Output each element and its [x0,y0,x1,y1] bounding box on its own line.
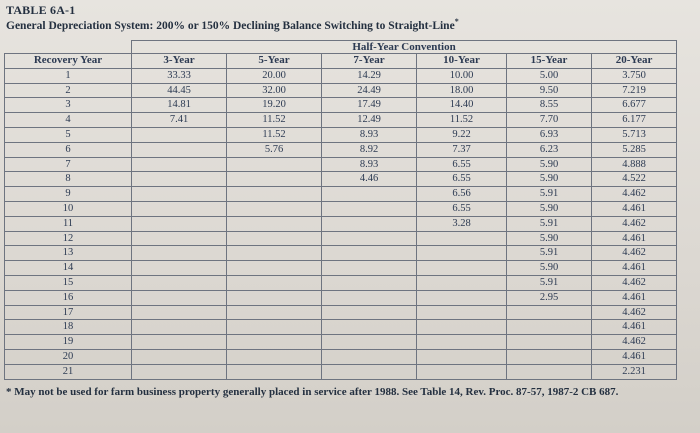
rate-cell-7-year [322,305,417,320]
rate-cell-15-year: 2.95 [507,290,592,305]
rate-cell-7-year: 8.93 [322,127,417,142]
rate-cell-7-year: 8.93 [322,157,417,172]
column-header-3-year: 3-Year [132,54,227,69]
column-header-7-year: 7-Year [322,54,417,69]
rate-cell-20-year: 4.522 [592,172,677,187]
recovery-year-cell: 14 [5,261,132,276]
rate-cell-3-year [132,275,227,290]
rate-cell-7-year [322,231,417,246]
rate-cell-3-year [132,231,227,246]
recovery-year-cell: 16 [5,290,132,305]
column-header-20-year: 20-Year [592,54,677,69]
rate-cell-10-year: 7.37 [417,142,507,157]
rate-cell-7-year: 4.46 [322,172,417,187]
recovery-year-cell: 18 [5,320,132,335]
rate-cell-5-year [227,157,322,172]
rate-cell-5-year: 19.20 [227,98,322,113]
recovery-year-cell: 9 [5,187,132,202]
rate-cell-10-year: 9.22 [417,127,507,142]
column-header-5-year: 5-Year [227,54,322,69]
rate-cell-5-year [227,187,322,202]
rate-cell-10-year: 18.00 [417,83,507,98]
recovery-year-cell: 13 [5,246,132,261]
table-row [5,320,677,335]
rate-cell-5-year [227,231,322,246]
rate-cell-15-year: 5.90 [507,201,592,216]
rate-cell-5-year: 20.00 [227,68,322,83]
rate-cell-5-year [227,335,322,350]
rate-cell-3-year [132,216,227,231]
rate-cell-10-year [417,261,507,276]
table-row [5,290,677,305]
recovery-year-cell: 11 [5,216,132,231]
recovery-year-cell: 17 [5,305,132,320]
rate-cell-5-year [227,364,322,379]
rate-cell-3-year: 44.45 [132,83,227,98]
rate-cell-7-year [322,364,417,379]
recovery-year-cell: 4 [5,113,132,128]
table-row [5,261,677,276]
recovery-year-cell: 8 [5,172,132,187]
table-row [5,187,677,202]
rate-cell-15-year: 5.90 [507,172,592,187]
rate-cell-7-year [322,349,417,364]
table-row [5,157,677,172]
rate-cell-7-year: 8.92 [322,142,417,157]
rate-cell-10-year [417,320,507,335]
recovery-year-cell: 5 [5,127,132,142]
rate-cell-20-year: 4.462 [592,335,677,350]
table-row [5,142,677,157]
rate-cell-10-year [417,290,507,305]
rate-cell-10-year: 6.56 [417,187,507,202]
table-row [5,364,677,379]
rate-cell-5-year [227,290,322,305]
rate-cell-15-year: 5.91 [507,275,592,290]
rate-cell-15-year: 5.90 [507,231,592,246]
convention-label: Half-Year Convention [132,41,677,54]
rate-cell-10-year [417,231,507,246]
rate-cell-3-year [132,157,227,172]
rate-cell-3-year: 7.41 [132,113,227,128]
recovery-year-cell: 2 [5,83,132,98]
recovery-year-cell: 1 [5,68,132,83]
table-subtitle-text: General Depreciation System: 200% or 150% Declining Balance Switching to Straight-Line [6,19,455,32]
rate-cell-5-year [227,246,322,261]
rate-cell-10-year: 6.55 [417,157,507,172]
rate-cell-10-year: 11.52 [417,113,507,128]
rate-cell-15-year: 7.70 [507,113,592,128]
rate-cell-7-year [322,261,417,276]
rate-cell-7-year [322,275,417,290]
rate-cell-5-year [227,201,322,216]
rate-cell-3-year [132,187,227,202]
rate-cell-3-year: 33.33 [132,68,227,83]
recovery-year-cell: 15 [5,275,132,290]
rate-cell-15-year: 6.93 [507,127,592,142]
rate-cell-5-year: 11.52 [227,127,322,142]
rate-cell-3-year [132,142,227,157]
rate-cell-10-year [417,246,507,261]
table-row [5,201,677,216]
rate-cell-3-year [132,290,227,305]
recovery-year-cell: 12 [5,231,132,246]
rate-cell-10-year [417,335,507,350]
table-row [5,246,677,261]
rate-cell-5-year [227,172,322,187]
table-title: TABLE 6A-1 [6,3,76,17]
rate-cell-20-year: 6.177 [592,113,677,128]
rate-cell-3-year [132,364,227,379]
rate-cell-3-year [132,246,227,261]
rate-cell-20-year: 2.231 [592,364,677,379]
rate-cell-20-year: 4.462 [592,275,677,290]
rate-cell-15-year: 5.91 [507,216,592,231]
recovery-year-cell: 21 [5,364,132,379]
rate-cell-5-year: 5.76 [227,142,322,157]
rate-cell-15-year [507,335,592,350]
rate-cell-10-year: 10.00 [417,68,507,83]
convention-header-row [5,41,677,54]
table-body [5,68,677,379]
rate-cell-10-year: 14.40 [417,98,507,113]
column-header-10-year: 10-Year [417,54,507,69]
rate-cell-3-year [132,320,227,335]
rate-cell-5-year: 32.00 [227,83,322,98]
rate-cell-7-year [322,187,417,202]
rate-cell-10-year [417,364,507,379]
rate-cell-5-year [227,261,322,276]
rate-cell-10-year: 6.55 [417,201,507,216]
rate-cell-20-year: 5.713 [592,127,677,142]
table-row [5,68,677,83]
rate-cell-10-year: 3.28 [417,216,507,231]
table-row [5,113,677,128]
rate-cell-5-year [227,305,322,320]
rate-cell-15-year: 5.91 [507,246,592,261]
rate-cell-10-year [417,349,507,364]
rate-cell-15-year: 8.55 [507,98,592,113]
recovery-year-cell: 6 [5,142,132,157]
rate-cell-20-year: 4.461 [592,231,677,246]
rate-cell-10-year: 6.55 [417,172,507,187]
rate-cell-3-year [132,349,227,364]
rate-cell-7-year [322,201,417,216]
table-footnote: * May not be used for farm business property generally placed in service after 1988. See Table 14, Rev. Proc. 87-57, 1987-2 CB 687. [6,386,619,398]
rate-cell-7-year [322,335,417,350]
depreciation-table [4,40,677,380]
rate-cell-7-year [322,216,417,231]
rate-cell-15-year [507,364,592,379]
rate-cell-15-year [507,305,592,320]
rate-cell-20-year: 4.461 [592,320,677,335]
rate-cell-5-year [227,216,322,231]
subtitle-footnote-mark: * [454,17,459,26]
rate-cell-7-year [322,246,417,261]
table-subtitle [6,17,459,32]
rate-cell-20-year: 4.461 [592,261,677,276]
rate-cell-10-year [417,305,507,320]
column-header-row [5,54,677,69]
rate-cell-7-year [322,320,417,335]
recovery-year-cell: 7 [5,157,132,172]
depreciation-table-container [4,40,676,385]
rate-cell-5-year [227,349,322,364]
rate-cell-5-year: 11.52 [227,113,322,128]
rate-cell-3-year [132,127,227,142]
rate-cell-7-year: 14.29 [322,68,417,83]
table-row [5,231,677,246]
rate-cell-20-year: 4.461 [592,349,677,364]
rate-cell-20-year: 4.462 [592,187,677,202]
rate-cell-15-year: 5.90 [507,157,592,172]
table-row [5,305,677,320]
recovery-year-cell: 3 [5,98,132,113]
table-row [5,172,677,187]
rate-cell-3-year [132,172,227,187]
rate-cell-20-year: 4.462 [592,305,677,320]
rate-cell-15-year [507,349,592,364]
recovery-year-cell: 19 [5,335,132,350]
recovery-year-cell: 20 [5,349,132,364]
table-row [5,98,677,113]
rate-cell-20-year: 4.462 [592,246,677,261]
rate-cell-20-year: 4.461 [592,290,677,305]
rate-cell-7-year: 24.49 [322,83,417,98]
rate-cell-15-year: 6.23 [507,142,592,157]
table-row [5,275,677,290]
rate-cell-20-year: 4.888 [592,157,677,172]
column-header-recovery-year: Recovery Year [5,54,132,69]
column-header-15-year: 15-Year [507,54,592,69]
table-row [5,83,677,98]
rate-cell-3-year [132,261,227,276]
rate-cell-20-year: 6.677 [592,98,677,113]
table-row [5,127,677,142]
rate-cell-7-year [322,290,417,305]
rate-cell-7-year: 12.49 [322,113,417,128]
rate-cell-15-year: 9.50 [507,83,592,98]
rate-cell-7-year: 17.49 [322,98,417,113]
rate-cell-5-year [227,275,322,290]
rate-cell-20-year: 4.461 [592,201,677,216]
rate-cell-20-year: 3.750 [592,68,677,83]
rate-cell-15-year [507,320,592,335]
rate-cell-20-year: 4.462 [592,216,677,231]
rate-cell-20-year: 5.285 [592,142,677,157]
rate-cell-5-year [227,320,322,335]
rate-cell-3-year [132,335,227,350]
rate-cell-15-year: 5.91 [507,187,592,202]
rate-cell-20-year: 7.219 [592,83,677,98]
table-row [5,349,677,364]
rate-cell-10-year [417,275,507,290]
rate-cell-3-year [132,201,227,216]
rate-cell-3-year: 14.81 [132,98,227,113]
table-row [5,216,677,231]
rate-cell-15-year: 5.90 [507,261,592,276]
table-row [5,335,677,350]
recovery-year-cell: 10 [5,201,132,216]
rate-cell-3-year [132,305,227,320]
rate-cell-15-year: 5.00 [507,68,592,83]
